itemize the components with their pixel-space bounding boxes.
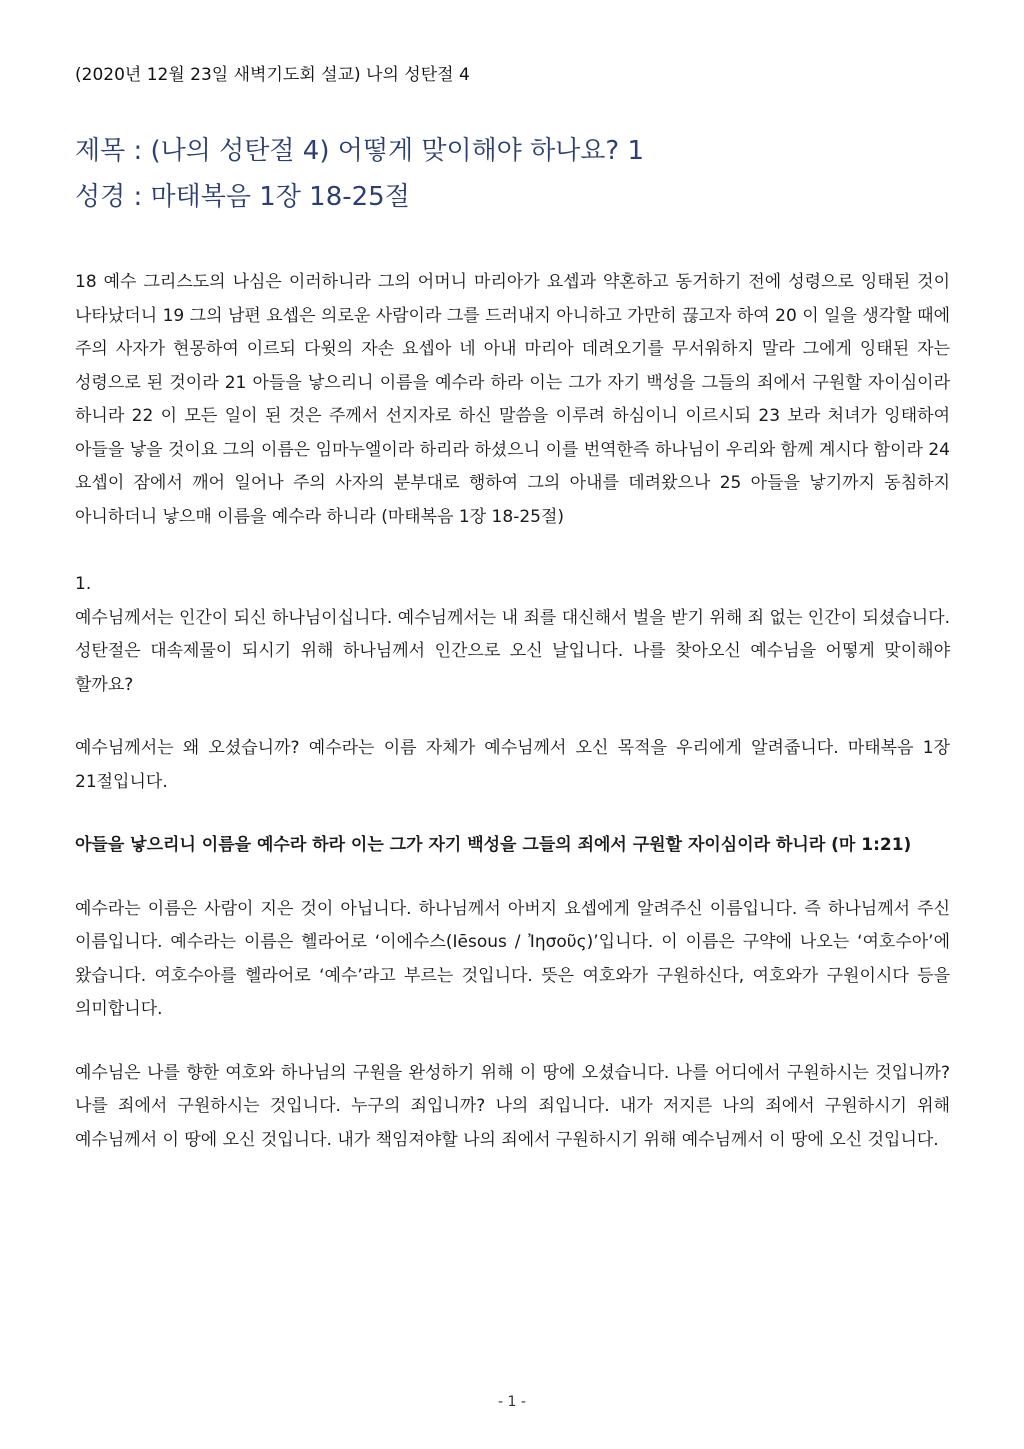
- paragraph-4: 예수님은 나를 향한 여호와 하나님의 구원을 완성하기 위해 이 땅에 오셨습니다. 나를 어디에서 구원하시는 것입니까? 나를 죄에서 구원하시는 것입니다. 누구의 죄입니까? 나의 죄입니다. 내가 저지른 나의 죄에서 구원하시기 위해 예수님께서 이 땅에 오신 것입니다. 내가 책임져야할 나의 죄에서 구원하시기 위해 예수님께서 이 땅에 오신 것입니다.: [75, 1062, 950, 1150]
- document-page: [75, 62, 950, 1157]
- paragraph-1: 예수님께서는 인간이 되신 하나님이십니다. 예수님께서는 내 죄를 대신해서 벌을 받기 위해 죄 없는 인간이 되셨습니다. 성탄절은 대속제물이 되시기 위해 하나님께서 인간으로 오신 날입니다. 나를 찾아오신 예수님을 어떻게 맞이해야 할까요?: [75, 607, 950, 695]
- scripture-passage: 18 예수 그리스도의 나심은 이러하니라 그의 어머니 마리아가 요셉과 약혼하고 동거하기 전에 성령으로 잉태된 것이 나타났더니 19 그의 남편 요셉은 의로운 사람이라 그를 드러내지 아니하고 가만히 끊고자 하여 20 이 일을 생각할 때에 주의 사자가 현몽하여 이르되 다윗의 자손 요셉아 네 아내 마리아 데려오기를 무서워하지 말라 그에게 잉태된 자는 성령으로 된 것이라 21 아들을 낳으리니 이름을 예수라 하라 이는 그가 자기 백성을 그들의 죄에서 구원할 자이심이라 하니라 22 이 모든 일이 된 것은 주께서 선지자로 하신 말씀을 이루려 하심이니 이르시되 23 보라 처녀가 잉태하여 아들을 낳을 것이요 그의 이름은 임마누엘이라 하리라 하셨으니 이를 번역한즉 하나님이 우리와 함께 계시다 함이라 24 요셉이 잠에서 깨어 일어나 주의 사자의 분부대로 행하여 그의 아내를 데려왔으나 25 아들을 낳기까지 동침하지 아니하더니 낳으매 이름을 예수라 하니라 (마태복음 1장 18-25절): [75, 272, 950, 527]
- paragraph-2: 예수님께서는 왜 오셨습니까? 예수라는 이름 자체가 예수님께서 오신 목적을 우리에게 알려줍니다. 마태복음 1장 21절입니다.: [75, 738, 950, 792]
- sermon-header: (2020년 12월 23일 새벽기도회 설교) 나의 성탄절 4: [75, 65, 470, 85]
- sermon-title: 제목 : (나의 성탄절 4) 어떻게 맞이해야 하나요? 1: [75, 136, 645, 166]
- page-number: - 1 -: [498, 1394, 526, 1410]
- scripture-reference: 성경 : 마태복음 1장 18-25절: [75, 182, 410, 212]
- title-block: [75, 128, 950, 220]
- section-number: 1.: [75, 574, 92, 594]
- verse-quote: 아들을 낳으리니 이름을 예수라 하라 이는 그가 자기 백성을 그들의 죄에서 구원할 자이심이라 하니라 (마 1:21): [75, 835, 912, 855]
- paragraph-3: 예수라는 이름은 사람이 지은 것이 아닙니다. 하나님께서 아버지 요셉에게 알려주신 이름입니다. 즉 하나님께서 주신 이름입니다. 예수라는 이름은 헬라어로 ‘이에수스(Iēsous / Ἰησοῦς)’입니다. 이 이름은 구약에 나오는 ‘여호수아’에 왔습니다. 여호수아를 헬라어로 ‘예수’라고 부르는 것입니다. 뜻은 여호와가 구원하신다, 여호와가 구원이시다 등을 의미합니다.: [75, 898, 950, 1019]
